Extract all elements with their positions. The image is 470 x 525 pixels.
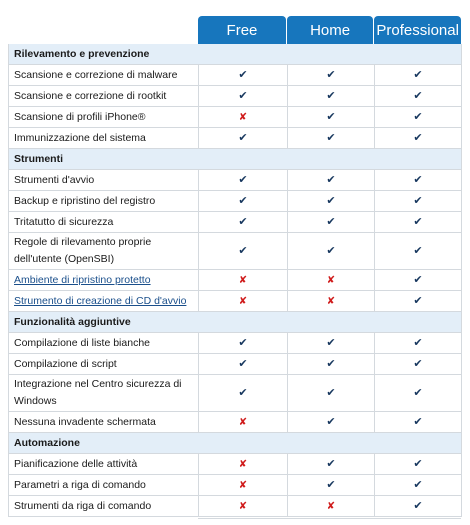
feature-label <box>9 86 199 107</box>
pro-availability-cell <box>375 291 462 312</box>
check-icon: ✔ <box>326 173 336 186</box>
home-availability-cell <box>288 86 375 107</box>
pro-availability-cell <box>375 191 462 212</box>
cross-icon: ✘ <box>238 295 248 307</box>
feature-label <box>9 333 199 354</box>
free-availability-cell <box>199 375 288 412</box>
pro-availability-cell <box>375 475 462 496</box>
check-icon: ✔ <box>413 478 423 491</box>
feature-name: Integrazione nel Centro sicurezza di Windows <box>14 378 182 407</box>
feature-name: Scansione e correzione di rootkit <box>14 89 167 102</box>
check-icon: ✔ <box>413 89 423 102</box>
check-icon: ✔ <box>413 244 423 257</box>
check-icon: ✔ <box>413 415 423 428</box>
home-availability-cell <box>288 212 375 233</box>
check-icon: ✔ <box>413 173 423 186</box>
pro-availability-cell <box>375 454 462 475</box>
feature-label <box>9 128 199 149</box>
home-availability-cell <box>288 170 375 191</box>
free-availability-cell <box>199 475 288 496</box>
free-availability-cell <box>199 233 288 270</box>
home-availability-cell <box>288 107 375 128</box>
home-availability-cell <box>288 475 375 496</box>
plan-professional-header: Professional <box>374 16 461 44</box>
free-availability-cell <box>199 170 288 191</box>
feature-row <box>9 270 462 291</box>
feature-label <box>9 65 199 86</box>
feature-label <box>9 270 199 291</box>
free-availability-cell <box>199 291 288 312</box>
free-availability-cell <box>199 86 288 107</box>
pro-availability-cell <box>375 212 462 233</box>
free-availability-cell <box>199 107 288 128</box>
check-icon: ✔ <box>413 273 423 286</box>
section-header <box>9 312 462 333</box>
check-icon: ✔ <box>326 110 336 123</box>
check-icon: ✔ <box>238 68 248 81</box>
feature-row <box>9 291 462 312</box>
feature-name: Tritatutto di sicurezza <box>14 215 114 228</box>
check-icon: ✔ <box>413 68 423 81</box>
feature-label <box>9 354 199 375</box>
free-availability-cell <box>199 128 288 149</box>
comparison-table <box>8 16 461 517</box>
home-availability-cell <box>288 454 375 475</box>
check-icon: ✔ <box>238 89 248 102</box>
section-title: Funzionalità aggiuntive <box>9 312 462 333</box>
home-availability-cell <box>288 291 375 312</box>
check-icon: ✔ <box>326 194 336 207</box>
feature-label <box>9 212 199 233</box>
feature-label <box>9 233 199 270</box>
feature-row <box>9 65 462 86</box>
check-icon: ✔ <box>413 294 423 307</box>
check-icon: ✔ <box>326 215 336 228</box>
feature-label <box>9 191 199 212</box>
feature-row <box>9 496 462 517</box>
check-icon: ✔ <box>413 194 423 207</box>
pro-availability-cell <box>375 270 462 291</box>
free-availability-cell <box>199 454 288 475</box>
feature-name: Pianificazione delle attività <box>14 457 138 470</box>
plan-free-header: Free <box>198 16 286 44</box>
feature-row <box>9 475 462 496</box>
section-header <box>9 433 462 454</box>
feature-name: Compilazione di script <box>14 357 117 370</box>
feature-name: Scansione di profili iPhone® <box>14 110 146 123</box>
pro-availability-cell <box>375 354 462 375</box>
feature-name: Backup e ripristino del registro <box>14 194 156 207</box>
pro-availability-cell <box>375 107 462 128</box>
cross-icon: ✘ <box>326 500 336 512</box>
free-availability-cell <box>199 212 288 233</box>
feature-name: Nessuna invadente schermata <box>14 415 156 428</box>
feature-name: Immunizzazione del sistema <box>14 131 146 144</box>
feature-row <box>9 107 462 128</box>
cross-icon: ✘ <box>238 500 248 512</box>
pro-availability-cell <box>375 65 462 86</box>
cross-icon: ✘ <box>238 479 248 491</box>
feature-row <box>9 375 462 412</box>
feature-table <box>8 44 462 517</box>
feature-row <box>9 170 462 191</box>
feature-row <box>9 191 462 212</box>
pro-availability-cell <box>375 233 462 270</box>
pro-availability-cell <box>375 333 462 354</box>
pro-availability-cell <box>375 86 462 107</box>
home-availability-cell <box>288 233 375 270</box>
feature-link[interactable]: Strumento di creazione di CD d'avvio <box>14 294 187 307</box>
check-icon: ✔ <box>413 336 423 349</box>
pro-availability-cell <box>375 412 462 433</box>
home-availability-cell <box>288 128 375 149</box>
pro-availability-cell <box>375 375 462 412</box>
free-availability-cell <box>199 270 288 291</box>
check-icon: ✔ <box>326 478 336 491</box>
pro-availability-cell <box>375 496 462 517</box>
feature-row <box>9 212 462 233</box>
check-icon: ✔ <box>238 173 248 186</box>
feature-row <box>9 454 462 475</box>
check-icon: ✔ <box>238 244 248 257</box>
check-icon: ✔ <box>413 131 423 144</box>
check-icon: ✔ <box>413 110 423 123</box>
home-availability-cell <box>288 191 375 212</box>
check-icon: ✔ <box>238 386 248 399</box>
check-icon: ✔ <box>238 131 248 144</box>
section-title: Automazione <box>9 433 462 454</box>
cross-icon: ✘ <box>326 295 336 307</box>
home-availability-cell <box>288 354 375 375</box>
feature-name: Strumenti da riga di comando <box>14 499 152 512</box>
check-icon: ✔ <box>326 244 336 257</box>
check-icon: ✔ <box>326 386 336 399</box>
feature-row <box>9 333 462 354</box>
section-header <box>9 44 462 65</box>
feature-label <box>9 454 199 475</box>
free-availability-cell <box>199 412 288 433</box>
feature-label <box>9 496 199 517</box>
pro-availability-cell <box>375 170 462 191</box>
free-availability-cell <box>199 354 288 375</box>
check-icon: ✔ <box>413 215 423 228</box>
check-icon: ✔ <box>413 386 423 399</box>
home-availability-cell <box>288 412 375 433</box>
feature-label <box>9 291 199 312</box>
feature-label <box>9 475 199 496</box>
home-availability-cell <box>288 496 375 517</box>
check-icon: ✔ <box>326 336 336 349</box>
plan-header <box>8 16 461 44</box>
feature-label <box>9 412 199 433</box>
plan-home-header: Home <box>287 16 374 44</box>
cross-icon: ✘ <box>238 111 248 123</box>
feature-row <box>9 233 462 270</box>
check-icon: ✔ <box>238 194 248 207</box>
check-icon: ✔ <box>238 336 248 349</box>
free-availability-cell <box>199 496 288 517</box>
check-icon: ✔ <box>326 68 336 81</box>
free-availability-cell <box>199 333 288 354</box>
section-title: Strumenti <box>9 149 462 170</box>
home-availability-cell <box>288 333 375 354</box>
check-icon: ✔ <box>326 415 336 428</box>
feature-link[interactable]: Ambiente di ripristino protetto <box>14 273 151 286</box>
check-icon: ✔ <box>326 357 336 370</box>
check-icon: ✔ <box>326 131 336 144</box>
home-availability-cell <box>288 270 375 291</box>
home-availability-cell <box>288 65 375 86</box>
feature-label <box>9 107 199 128</box>
feature-row <box>9 128 462 149</box>
feature-name: Regole di rilevamento proprie dell'utente (OpenSBI) <box>14 236 152 265</box>
feature-name: Compilazione di liste bianche <box>14 336 150 349</box>
home-availability-cell <box>288 375 375 412</box>
feature-row <box>9 412 462 433</box>
check-icon: ✔ <box>413 357 423 370</box>
free-availability-cell <box>199 191 288 212</box>
free-availability-cell <box>199 65 288 86</box>
check-icon: ✔ <box>326 457 336 470</box>
feature-name: Scansione e correzione di malware <box>14 68 178 81</box>
feature-row <box>9 354 462 375</box>
cross-icon: ✘ <box>326 274 336 286</box>
cross-icon: ✘ <box>238 416 248 428</box>
feature-row <box>9 86 462 107</box>
feature-name: Strumenti d'avvio <box>14 173 95 186</box>
pro-availability-cell <box>375 128 462 149</box>
cross-icon: ✘ <box>238 458 248 470</box>
check-icon: ✔ <box>238 215 248 228</box>
check-icon: ✔ <box>238 357 248 370</box>
cross-icon: ✘ <box>238 274 248 286</box>
header-spacer <box>8 16 197 44</box>
section-header <box>9 149 462 170</box>
check-icon: ✔ <box>413 499 423 512</box>
feature-name: Parametri a riga di comando <box>14 478 146 491</box>
check-icon: ✔ <box>413 457 423 470</box>
check-icon: ✔ <box>326 89 336 102</box>
section-title: Rilevamento e prevenzione <box>9 44 462 65</box>
feature-label <box>9 170 199 191</box>
feature-label <box>9 375 199 412</box>
